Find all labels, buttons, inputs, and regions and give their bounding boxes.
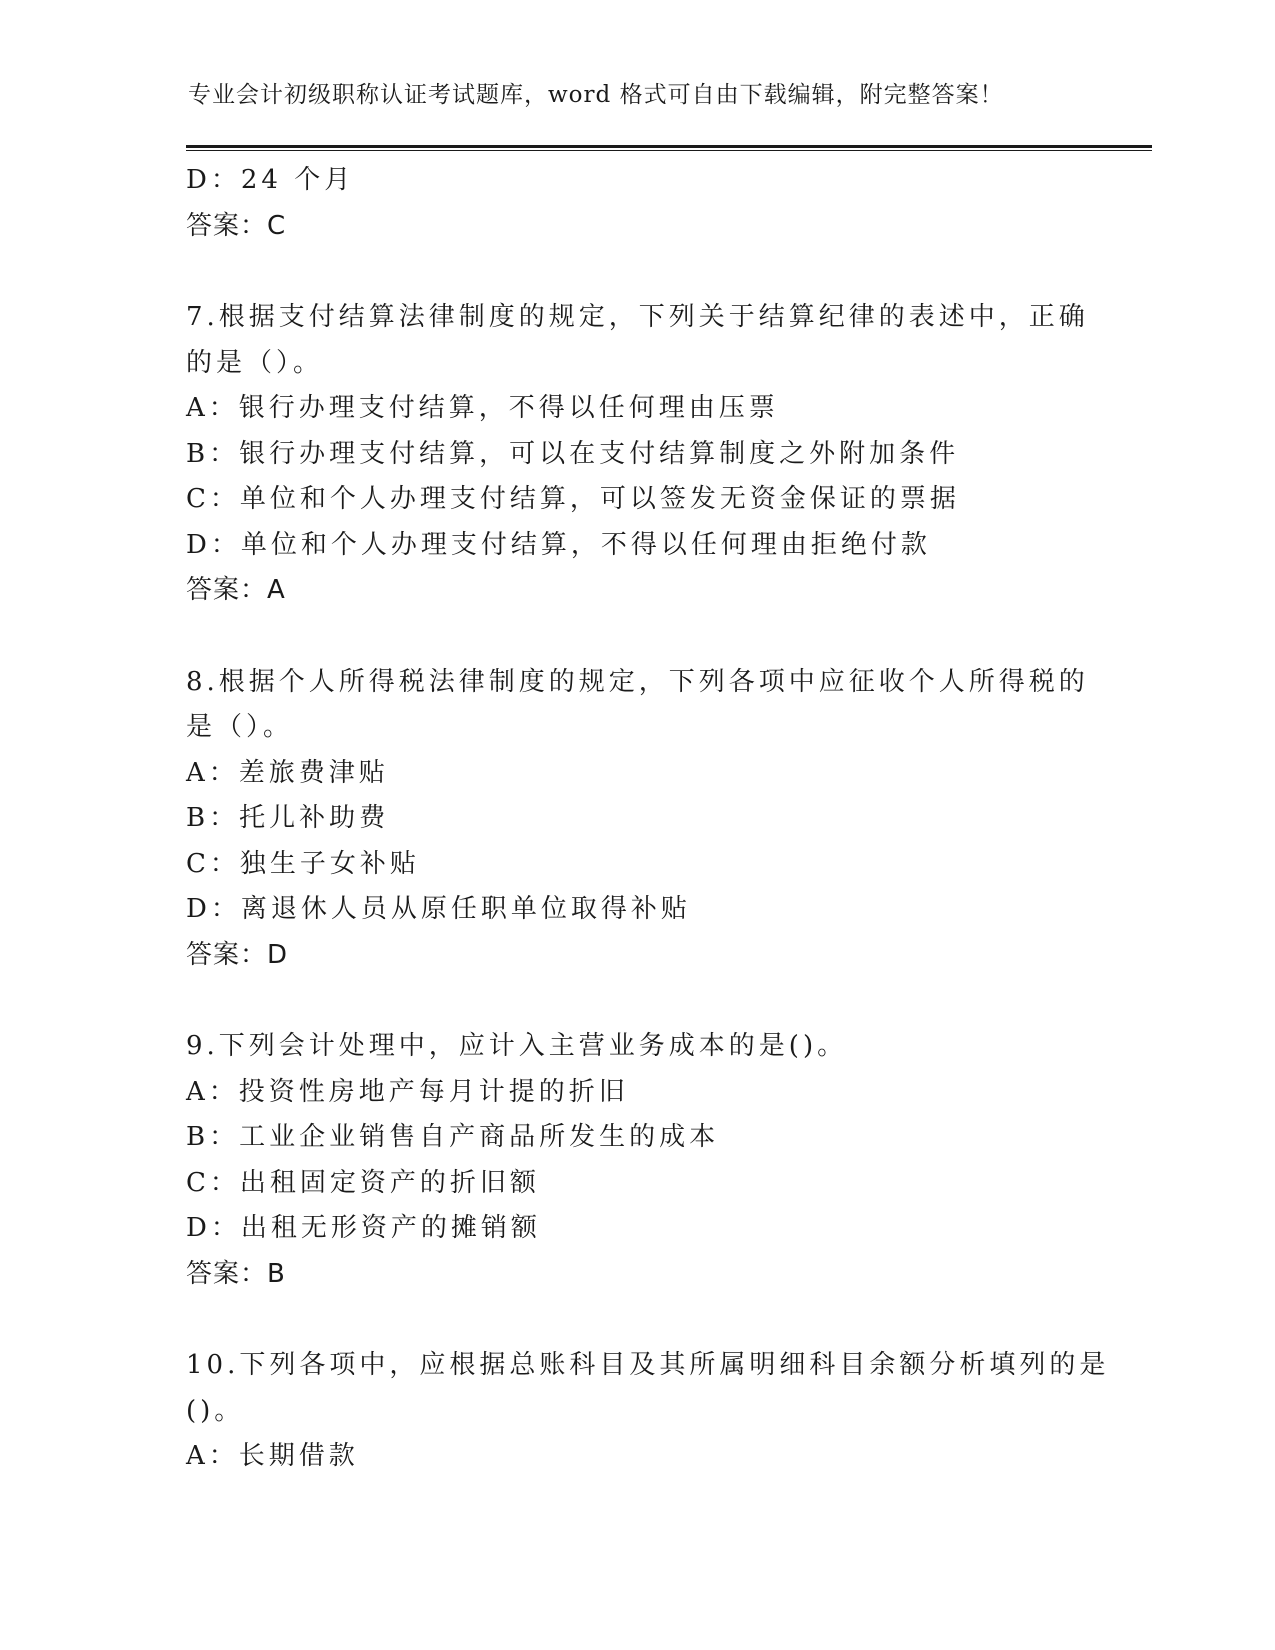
option-b: B：托儿补助费 [186,803,390,833]
option-d: D：出租无形资产的摊销额 [186,1213,541,1243]
answer: 答案：D [186,939,289,970]
option-b: B：工业企业销售自产商品所发生的成本 [186,1122,720,1152]
header-rule-thin [186,150,1152,151]
option-a: A：投资性房地产每月计提的折旧 [186,1076,629,1107]
answer: 答案：A [186,575,286,605]
question-stem: 9.下列会计处理中，应计入主营业务成本的是()。 [186,1031,848,1061]
option-a: A：银行办理支付结算，不得以任何理由压票 [186,393,779,423]
question-7 [186,295,1089,614]
header-rule-thick [186,145,1152,148]
option-a: A：长期借款 [186,1441,359,1471]
question-9 [186,1024,1086,1297]
question-6-continuation [186,158,1086,249]
question-content [186,158,1110,1480]
page-header: 专业会计初级职称认证考试题库，word 格式可自由下载编辑，附完整答案！ [188,82,1004,108]
question-stem: 7.根据支付结算法律制度的规定，下列关于结算纪律的表述中，正确 [186,302,1089,332]
option-d: D：24 个月 [186,165,355,195]
question-8 [186,660,1089,979]
option-c: C：独生子女补贴 [186,848,420,879]
option-c: C：出租固定资产的折旧额 [186,1167,540,1198]
answer: 答案：C [186,210,287,241]
question-stem-continued: 是（）。 [186,712,294,742]
question-10 [186,1343,1110,1480]
question-stem-continued: ()。 [186,1395,245,1426]
option-d: D：离退休人员从原任职单位取得补贴 [186,894,691,924]
option-a: A：差旅费津贴 [186,757,389,788]
option-b: B：银行办理支付结算，可以在支付结算制度之外附加条件 [186,438,960,469]
question-stem: 8.根据个人所得税法律制度的规定，下列各项中应征收个人所得税的 [186,666,1089,697]
option-d: D：单位和个人办理支付结算，不得以任何理由拒绝付款 [186,529,931,560]
answer: 答案：B [186,1258,286,1289]
question-stem-continued: 的是（）。 [186,347,324,378]
question-stem: 10.下列各项中，应根据总账科目及其所属明细科目余额分析填列的是 [186,1350,1110,1380]
option-c: C：单位和个人办理支付结算，可以签发无资金保证的票据 [186,484,960,514]
